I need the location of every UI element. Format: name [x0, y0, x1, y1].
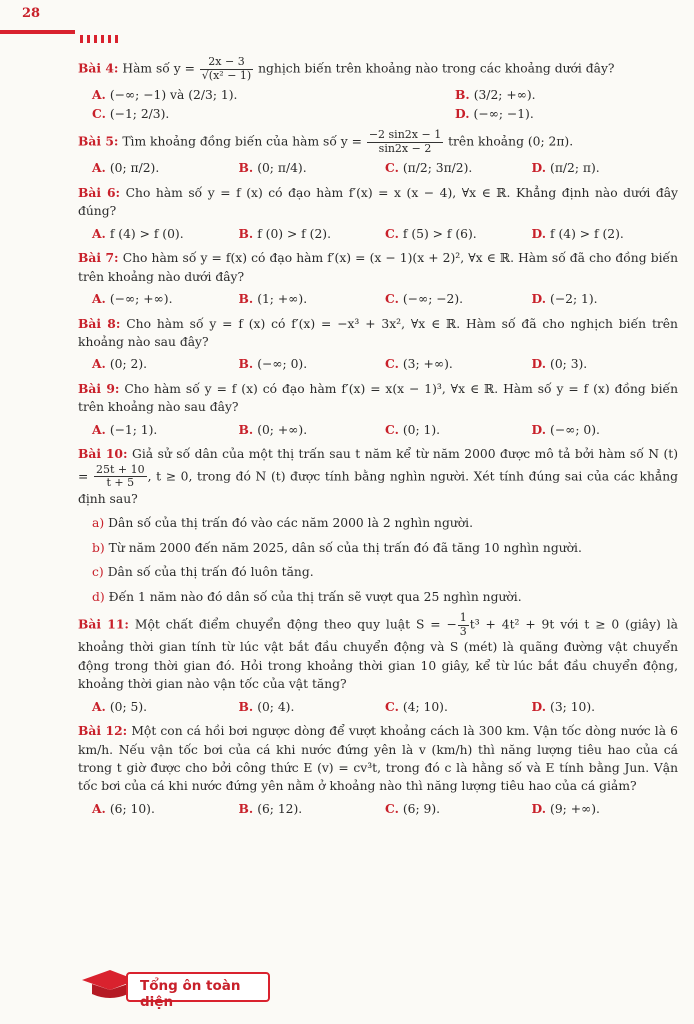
footer-banner-text: Tổng ôn toàn diện — [140, 978, 241, 1010]
option-a: A. (6; 10). — [92, 800, 155, 816]
header-bar — [0, 30, 75, 34]
options — [92, 86, 678, 123]
problem-stem — [78, 612, 678, 694]
option-a: A. f (4) > f (0). — [92, 225, 184, 241]
option-d: D. (9; +∞). — [531, 800, 600, 816]
stem-text: Giả sử số dân của một thị trấn sau t năm kể từ năm 2000 được mô tả bởi hàm số N (t) = — [78, 447, 678, 484]
page-content — [78, 56, 678, 824]
stem-text: Hàm số y = — [122, 61, 199, 76]
option-b: B. (0; π/4). — [238, 160, 307, 176]
option-d: D. (π/2; π). — [531, 160, 600, 176]
problem-5 — [78, 129, 678, 178]
option-d: D. (3; 10). — [531, 698, 596, 714]
fraction-numerator: 2x − 3 — [200, 56, 253, 70]
stem-text: Cho hàm số y = f (x) có đạo hàm f′(x) = x(x − 1)³, ∀x ∈ ℝ. Hàm số y = f (x) đồng biến trên khoảng nào sau đây? — [78, 381, 678, 415]
stem-text: t³ + 4t² + 9t với t ≥ 0 (giây) là khoảng thời gian tính từ lúc vật bắt đầu chuyển động và S (mét) là quãng đường vật chuyển động trong thời gian đó. Hỏi trong khoảng thời gian 10 giây, kể từ lúc bắt đầu chuyển động, khoảng thời gian nào vận tốc của vật tăng? — [78, 617, 678, 692]
option-d: D. (0; 3). — [531, 356, 588, 372]
problem-label: Bài 11: — [78, 616, 129, 632]
statement-d: d) Đến 1 năm nào đó dân số của thị trấn sẽ vượt qua 25 nghìn người. — [92, 589, 522, 604]
option-b: B. (6; 12). — [238, 800, 303, 816]
option-b: B. (−∞; 0). — [238, 356, 308, 372]
problem-stem — [78, 380, 678, 417]
statement-a: a) Dân số của thị trấn đó vào các năm 2000 là 2 nghìn người. — [92, 516, 473, 531]
problem-7 — [78, 249, 678, 308]
problem-4 — [78, 56, 678, 123]
problem-label: Bài 8: — [78, 315, 121, 331]
option-a: A. (0; 2). — [92, 356, 148, 372]
options — [92, 421, 678, 439]
option-d: D. (−∞; −1). — [455, 105, 534, 121]
options — [92, 225, 678, 243]
option-a: A. (−1; 1). — [92, 421, 158, 437]
problem-9 — [78, 380, 678, 439]
stem-text: trên khoảng (0; 2π). — [444, 134, 574, 149]
options — [92, 355, 678, 373]
problem-11 — [78, 612, 678, 716]
problem-8 — [78, 315, 678, 374]
problem-label: Bài 12: — [78, 723, 128, 739]
options — [92, 290, 678, 308]
problem-stem — [78, 249, 678, 286]
stem-text: Một chất điểm chuyển động theo quy luật S = − — [134, 617, 457, 632]
fraction-numerator: 25t + 10 — [95, 462, 145, 476]
option-a: A. (−∞; −1) và (2/3; 1). — [92, 87, 238, 103]
option-a: A. (−∞; +∞). — [92, 291, 173, 307]
problem-label: Bài 6: — [78, 184, 121, 200]
problem-label: Bài 4: — [78, 60, 119, 76]
footer-banner — [126, 972, 270, 1010]
option-b: B. (1; +∞). — [238, 291, 308, 307]
option-c: C. (−1; 2/3). — [92, 105, 170, 121]
options — [92, 159, 678, 177]
stem-text: Cho hàm số y = f (x) có f′(x) = −x³ + 3x², ∀x ∈ ℝ. Hàm số đã cho nghịch biến trên khoảng nào sau đây? — [78, 316, 678, 349]
fraction-denominator: √(x² − 1) — [201, 68, 252, 82]
problem-6 — [78, 184, 678, 243]
option-a: A. (0; π/2). — [92, 160, 160, 176]
fraction-denominator: t + 5 — [106, 476, 135, 490]
statement-b: b) Từ năm 2000 đến năm 2025, dân số của thị trấn đó đã tăng 10 nghìn người. — [92, 540, 582, 555]
fraction — [200, 56, 253, 82]
fraction-denominator: 3 — [459, 624, 467, 638]
problem-stem — [78, 56, 678, 82]
option-c: C. (3; +∞). — [385, 356, 453, 372]
problem-stem — [78, 445, 678, 508]
option-d: D. (−2; 1). — [531, 291, 598, 307]
problem-stem — [78, 315, 678, 352]
problem-stem — [78, 129, 678, 155]
problem-label: Bài 7: — [78, 250, 119, 266]
fraction — [458, 612, 469, 638]
option-d: D. f (4) > f (2). — [531, 225, 624, 241]
option-c: C. (0; 1). — [385, 421, 441, 437]
problem-stem — [78, 722, 678, 796]
options — [92, 698, 678, 716]
fraction-denominator: sin2x − 2 — [378, 141, 432, 155]
problem-label: Bài 10: — [78, 446, 128, 462]
page-number: 28 — [22, 6, 41, 21]
option-b: B. f (0) > f (2). — [238, 225, 331, 241]
page-footer — [78, 966, 278, 1010]
stem-text: Một con cá hồi bơi ngược dòng để vượt khoảng cách là 300 km. Vận tốc dòng nước là 6 km/h. Nếu vận tốc bơi của cá khi nước đứng yên là v (km/h) thì năng lượng tiêu hao của cá trong t giờ được cho bởi công thức E (v) = cv³t, trong đó c là hằng số và E tính bằng Jun. Vận tốc bơi của cá khi nước đứng yên nằm ở khoảng nào thì năng lượng tiêu hao của cá giảm? — [78, 724, 678, 794]
option-c: C. (6; 9). — [385, 800, 441, 816]
option-d: D. (−∞; 0). — [531, 421, 600, 437]
page-header — [0, 0, 694, 34]
options — [92, 800, 678, 818]
problem-label: Bài 5: — [78, 133, 119, 149]
header-ticks — [80, 28, 122, 47]
option-a: A. (0; 5). — [92, 698, 148, 714]
fraction-numerator: 1 — [459, 611, 467, 625]
option-c: C. (4; 10). — [385, 698, 448, 714]
problem-stem — [78, 184, 678, 221]
option-b: B. (0; 4). — [238, 698, 295, 714]
stem-text: Cho hàm số y = f (x) có đạo hàm f′(x) = x (x − 4), ∀x ∈ ℝ. Khẳng định nào dưới đây đúng? — [78, 185, 678, 219]
option-c: C. f (5) > f (6). — [385, 225, 477, 241]
option-b: B. (3/2; +∞). — [455, 87, 536, 103]
fraction — [367, 129, 443, 155]
stem-text: , t ≥ 0, trong đó N (t) được tính bằng nghìn người. Xét tính đúng sai của các khẳng định sau? — [78, 469, 678, 506]
option-c: C. (π/2; 3π/2). — [385, 160, 473, 176]
problem-label: Bài 9: — [78, 380, 120, 396]
stem-text: nghịch biến trên khoảng nào trong các khoảng dưới đây? — [254, 61, 615, 76]
fraction-numerator: −2 sin2x − 1 — [368, 128, 442, 142]
stem-text: Tìm khoảng đồng biến của hàm số y = — [122, 134, 366, 149]
option-b: B. (0; +∞). — [238, 421, 308, 437]
option-c: C. (−∞; −2). — [385, 291, 464, 307]
stem-text: Cho hàm số y = f(x) có đạo hàm f′(x) = (x − 1)(x + 2)², ∀x ∈ ℝ. Hàm số đã cho đồng biến trên khoảng nào dưới đây? — [78, 251, 678, 284]
fraction — [94, 464, 147, 490]
statement-c: c) Dân số của thị trấn đó luôn tăng. — [92, 565, 314, 580]
problem-12 — [78, 722, 678, 818]
problem-10 — [78, 445, 678, 606]
